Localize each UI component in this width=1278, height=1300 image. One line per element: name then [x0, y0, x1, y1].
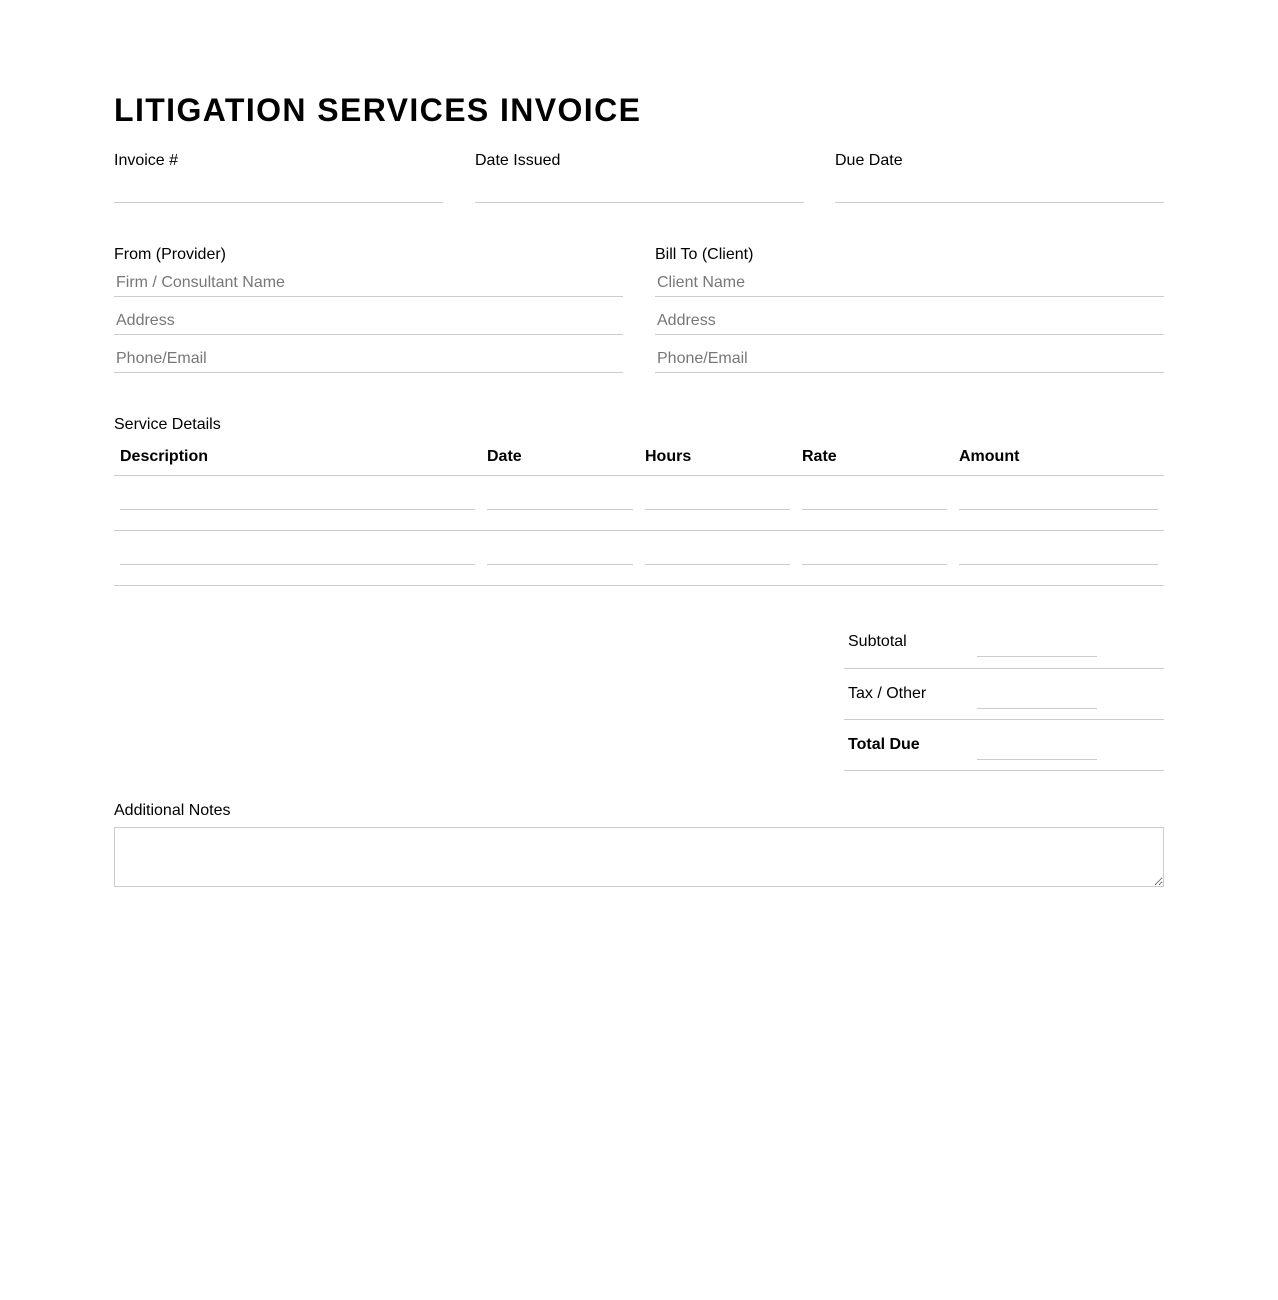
- date-issued-field: [475, 152, 804, 203]
- page-title: LITIGATION SERVICES INVOICE: [114, 92, 642, 128]
- total-due-row: [844, 719, 1164, 770]
- row-2-hours-input[interactable]: [645, 531, 790, 565]
- total-due-label: Total Due: [844, 719, 977, 770]
- date-issued-label: Date Issued: [475, 152, 561, 169]
- due-date-field: [835, 152, 1164, 203]
- invoice-number-input[interactable]: [114, 172, 443, 203]
- from-provider-label: From (Provider): [114, 246, 227, 263]
- due-date-label: Due Date: [835, 152, 903, 169]
- column-header-rate: Rate: [796, 440, 953, 475]
- row-2-description-input[interactable]: [120, 531, 475, 565]
- provider-address-input[interactable]: [114, 307, 623, 335]
- row-1-rate-input[interactable]: [802, 476, 947, 510]
- table-row: [114, 530, 1164, 585]
- row-1-description-input[interactable]: [120, 476, 475, 510]
- additional-notes-label: Additional Notes: [114, 802, 231, 819]
- bill-to-client-label: Bill To (Client): [655, 246, 754, 263]
- row-1-date-input[interactable]: [487, 476, 633, 510]
- client-name-input[interactable]: [655, 269, 1164, 297]
- tax-other-row: [844, 668, 1164, 719]
- row-1-hours-input[interactable]: [645, 476, 790, 510]
- client-contact-input[interactable]: [655, 345, 1164, 373]
- column-header-amount: Amount: [953, 440, 1164, 475]
- row-2-amount-input[interactable]: [959, 531, 1158, 565]
- due-date-input[interactable]: [835, 172, 1164, 203]
- invoice-number-label: Invoice #: [114, 152, 179, 169]
- invoice-number-field: [114, 152, 443, 203]
- totals-table: [844, 617, 1164, 771]
- row-2-date-input[interactable]: [487, 531, 633, 565]
- column-header-description: Description: [114, 440, 481, 475]
- column-header-date: Date: [481, 440, 639, 475]
- provider-name-input[interactable]: [114, 269, 623, 297]
- row-2-rate-input[interactable]: [802, 531, 947, 565]
- service-details-title: Service Details: [114, 416, 221, 433]
- table-header-row: [114, 440, 1164, 475]
- client-address-input[interactable]: [655, 307, 1164, 335]
- tax-other-label: Tax / Other: [844, 668, 977, 719]
- column-header-hours: Hours: [639, 440, 796, 475]
- invoice-meta: [114, 152, 1164, 204]
- additional-notes-textarea[interactable]: [114, 827, 1164, 887]
- subtotal-label: Subtotal: [844, 617, 977, 668]
- row-1-amount-input[interactable]: [959, 476, 1158, 510]
- tax-other-input[interactable]: [977, 685, 1097, 709]
- subtotal-row: [844, 617, 1164, 668]
- service-details-table: [114, 440, 1164, 586]
- table-row: [114, 475, 1164, 530]
- subtotal-input[interactable]: [977, 633, 1097, 657]
- provider-contact-input[interactable]: [114, 345, 623, 373]
- total-due-input[interactable]: [977, 736, 1097, 760]
- date-issued-input[interactable]: [475, 172, 804, 203]
